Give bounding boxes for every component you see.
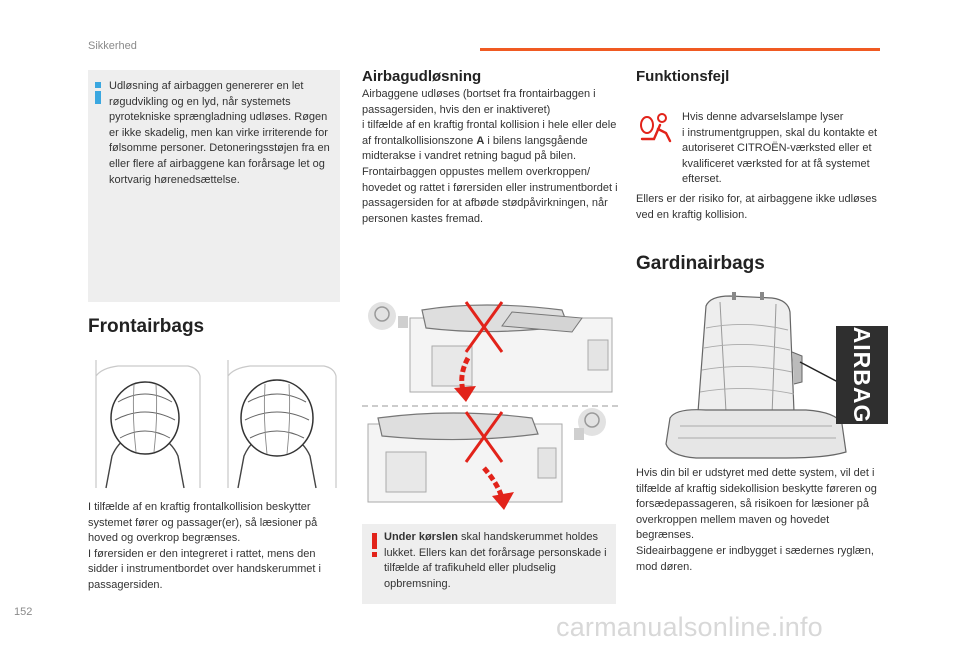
glovebox-closed-scene [368, 408, 606, 510]
warning-note [362, 524, 616, 604]
funktionsfejl-heading: Funktionsfejl [636, 68, 730, 85]
airbag-label-text: AIRBAG [849, 326, 875, 424]
warning-note-text: Under kørslen skal handskerummet holdes lukket. Ellers kan det forårsage personskade i tilfælde af trafikuheld eller pludselig opbremsning. [384, 531, 607, 590]
airbag-passenger-icon [638, 111, 674, 145]
frontairbags-body: I tilfælde af en kraftig frontalkollision beskytter systemet fører og passager(er), så læsioner på hoved og overkrop begrænses. I førersiden er den integreret i rattet, mens den sidder i instrumentbordet over handskerummet i passagersiden. [88, 501, 321, 591]
funktionsfejl-lamp-text: Hvis denne advarselslampe lyser i instrumentgruppen, skal du kontakte et autoriseret CITROËN-værksted eller et kvalificeret værksted for at få systemet efterset. [682, 111, 878, 186]
page-number: 152 [14, 606, 33, 618]
warning-icon [372, 533, 378, 558]
watermark: carmanualsonline.info [556, 612, 823, 642]
funktionsfejl-body: Ellers er der risiko for, at airbaggene ikke udløses ved en kraftig kollision. [636, 193, 877, 221]
frontairbags-illustration [88, 356, 340, 492]
glovebox-open-scene [368, 302, 612, 402]
gardinairbags-body: Hvis din bil er udstyret med dette system, vil det i tilfælde af kraftig sidekollision beskytte føreren og forsædepassageren, så risikoen for læsioner på overkroppen mellem maven og hovedet begrænses. Sideairbaggene er indbygget i sædernes ryglæn, mod døren. [636, 467, 877, 573]
airbagudlosning-body: Airbaggene udløses (bortset fra frontairbaggen i passagersiden, hvis den er inaktiveret) i tilfælde af en kraftig frontal kollision i hele eller dele af frontalkollisionszone A i bilens langsgående midterakse i vandret retning bagud på bilen. Frontairbaggen oppustes mellem overkroppen/ hovedet og rattet i førersiden eller instrumentbordet i passagersiden for at afbøde stødpåvirkningen, når personen kastes fremad. [362, 88, 618, 225]
section-title: Sikkerhed [88, 40, 137, 52]
zone-letter: A [476, 134, 485, 147]
info-note [88, 70, 340, 302]
frontairbags-heading: Frontairbags [88, 316, 205, 337]
glovebox-illustration [362, 292, 618, 522]
info-note-text: Udløsning af airbaggen genererer en let røgudvikling og en lyd, når systemets pyrotekniske sprængladning udløses. Røgen er ikke skadelig, men kan virke irriterende for følsomme personer. Detoneringsstøjen fra en eller flere af airbaggene kan forårsage let og kortvarig hørenedsættelse. [109, 80, 330, 186]
gardinairbags-heading: Gardinairbags [636, 253, 765, 274]
airbagudlosning-heading: Airbagudløsning [362, 68, 482, 85]
header-accent-bar [480, 48, 880, 51]
info-icon [94, 82, 102, 104]
seat-airbag-illustration [636, 292, 888, 460]
